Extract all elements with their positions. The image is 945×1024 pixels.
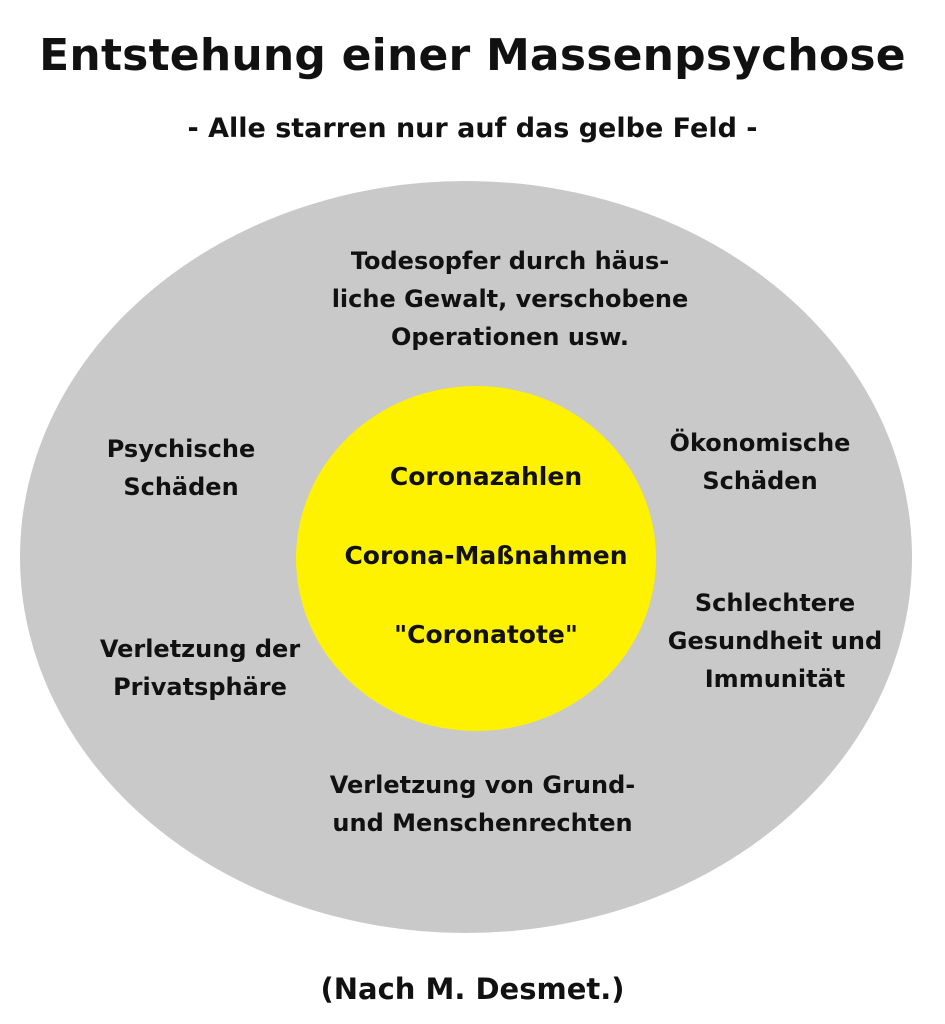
label-line: Schlechtere xyxy=(694,589,856,617)
page-subtitle: - Alle starren nur auf das gelbe Feld - xyxy=(187,113,758,144)
inner-label-massnahmen: Corona-Maßnahmen xyxy=(344,541,628,570)
label-line: Verletzung von Grund- xyxy=(329,771,636,799)
label-line: Privatsphäre xyxy=(113,673,287,701)
outer-label-right-upper xyxy=(650,424,870,500)
label-line: Gesundheit und xyxy=(667,627,883,655)
outer-label-bottom xyxy=(290,766,675,842)
label-line: Operationen usw. xyxy=(390,323,629,351)
label-line: Ökonomische xyxy=(669,429,851,457)
label-line: Schäden xyxy=(702,467,818,495)
source-footer: (Nach M. Desmet.) xyxy=(320,972,625,1006)
inner-label-coronatote: "Coronatote" xyxy=(394,620,578,649)
label-line: Verletzung der xyxy=(99,635,301,663)
label-line: liche Gewalt, verschobene xyxy=(331,285,689,313)
outer-label-right-lower xyxy=(650,584,900,698)
outer-label-left-upper xyxy=(66,430,296,506)
outer-label-left-lower xyxy=(70,630,330,706)
label-line: und Menschenrechten xyxy=(332,809,633,837)
label-line: Todesopfer durch häus- xyxy=(350,247,670,275)
label-line: Immunität xyxy=(704,665,846,693)
outer-label-top xyxy=(300,242,720,356)
label-line: Psychische xyxy=(106,435,256,463)
inner-label-coronazahlen: Coronazahlen xyxy=(389,462,583,491)
page-title: Entstehung einer Massenpsychose xyxy=(39,30,906,81)
label-line: Schäden xyxy=(123,473,239,501)
